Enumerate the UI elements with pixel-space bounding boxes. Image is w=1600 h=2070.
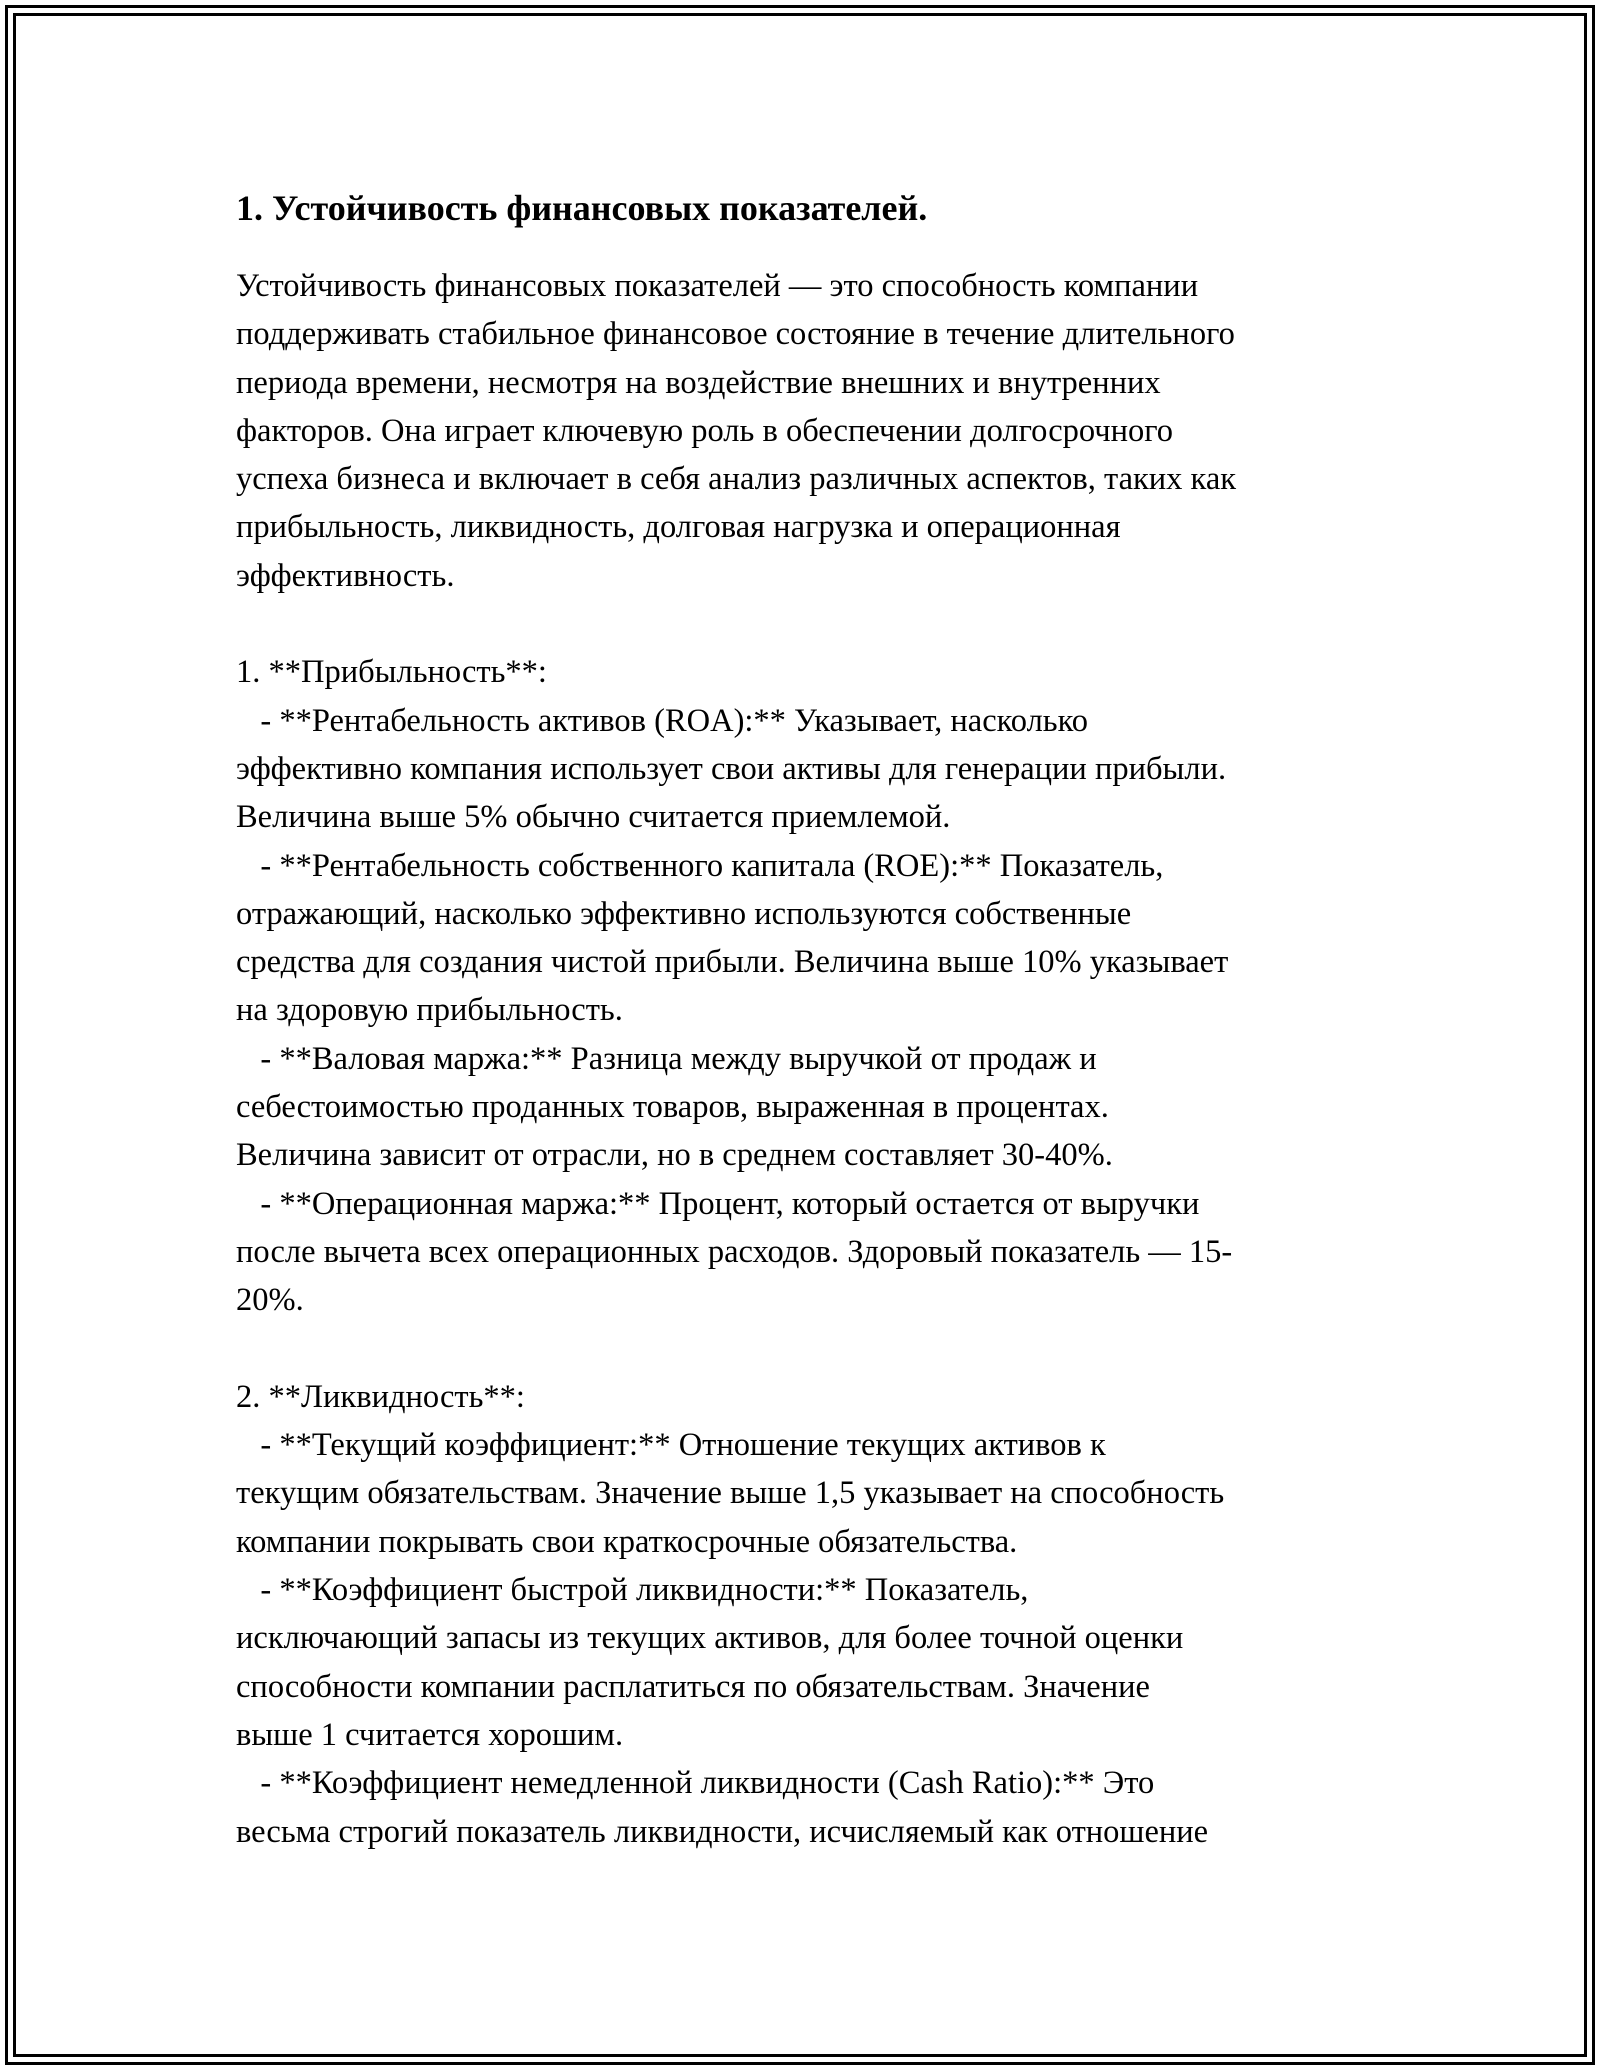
text-line: эффективность. <box>236 557 455 594</box>
text-line: 2. **Ликвидность**: <box>236 1378 525 1415</box>
text-line: себестоимостью проданных товаров, выраженная в процентах. <box>236 1089 1109 1126</box>
text-line: отражающий, насколько эффективно используются собственные <box>236 895 1132 932</box>
text-line: - **Операционная маржа:** Процент, который остается от выручки <box>236 1185 1200 1222</box>
text-line: периода времени, несмотря на воздействие внешних и внутренних <box>236 364 1161 401</box>
text-line: успеха бизнеса и включает в себя анализ различных аспектов, таких как <box>236 461 1237 498</box>
text-line: поддерживать стабильное финансовое состояние в течение длительного <box>236 316 1235 353</box>
text-line: - **Рентабельность активов (ROA):** Указывает, насколько <box>236 702 1089 739</box>
text-line: - **Текущий коэффициент:** Отношение текущих активов к <box>236 1427 1106 1464</box>
paragraph-text <box>236 262 1436 1856</box>
text-line: - **Коэффициент быстрой ликвидности:** Показатель, <box>236 1572 1029 1609</box>
text-line: на здоровую прибыльность. <box>236 992 623 1029</box>
section-heading: 1. Устойчивость финансовых показателей. <box>236 188 928 228</box>
text-line: исключающий запасы из текущих активов, для более точной оценки <box>236 1620 1184 1657</box>
text-line: 1. **Прибыльность**: <box>236 654 547 691</box>
blank-line <box>236 600 1436 648</box>
text-line: Величина выше 5% обычно считается приемлемой. <box>236 799 951 836</box>
text-line: прибыльность, ликвидность, долговая нагрузка и операционная <box>236 509 1121 546</box>
blank-line <box>236 1325 1436 1373</box>
text-line: выше 1 считается хорошим. <box>236 1716 624 1753</box>
text-line: факторов. Она играет ключевую роль в обеспечении долгосрочного <box>236 412 1174 449</box>
text-line: - **Валовая маржа:** Разница между выручкой от продаж и <box>236 1040 1097 1077</box>
document-body <box>236 184 1436 1856</box>
text-line: Устойчивость финансовых показателей — это способность компании <box>236 268 1199 304</box>
text-line: после вычета всех операционных расходов. Здоровый показатель — 15- <box>236 1233 1233 1270</box>
text-line: способности компании расплатиться по обязательствам. Значение <box>236 1668 1150 1705</box>
text-line: - **Коэффициент немедленной ликвидности (Cash Ratio):** Это <box>236 1765 1155 1802</box>
text-line: весьма строгий показатель ликвидности, исчисляемый как отношение <box>236 1813 1209 1850</box>
text-line: компании покрывать свои краткосрочные обязательства. <box>236 1523 1018 1560</box>
text-line: 20%. <box>236 1282 304 1319</box>
text-line: эффективно компания использует свои активы для генерации прибыли. <box>236 750 1227 787</box>
text-line: текущим обязательствам. Значение выше 1,5 указывает на способность <box>236 1475 1225 1512</box>
text-line: средства для создания чистой прибыли. Величина выше 10% указывает <box>236 944 1229 981</box>
text-line: Величина зависит от отрасли, но в среднем составляет 30-40%. <box>236 1137 1113 1174</box>
text-line: - **Рентабельность собственного капитала (ROE):** Показатель, <box>236 847 1164 884</box>
